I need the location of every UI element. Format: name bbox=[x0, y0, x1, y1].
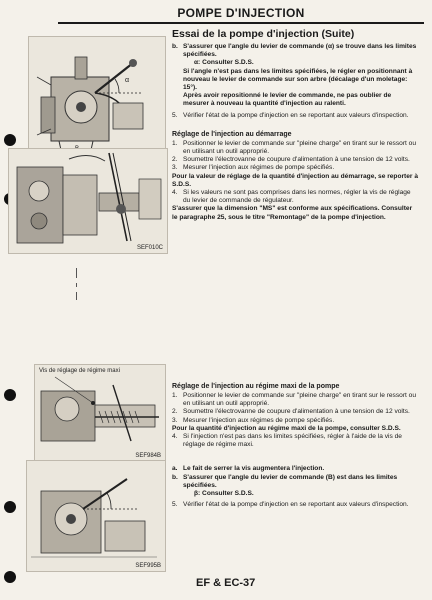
step-label: b. bbox=[172, 473, 178, 481]
step-5-lower bbox=[172, 501, 418, 509]
step-a bbox=[172, 465, 418, 473]
step-text: Positionner le levier de commande sur "pleine charge" en tirant sur le ressort ou en utilisant un outil approprié. bbox=[183, 139, 417, 156]
figure-lever-angle-beta bbox=[26, 460, 166, 572]
alpha-label: α bbox=[125, 77, 130, 84]
step-text: Le fait de serrer la vis augmentera l'injection. bbox=[183, 465, 325, 473]
max-speed-step-3 bbox=[172, 417, 418, 425]
alpha-spec: α: Consulter S.D.S. bbox=[194, 59, 254, 67]
page-number: EF & EC-37 bbox=[196, 577, 256, 589]
step-text: Si l'injection n'est pas dans les limites spécifiées, régler à l'aide de la vis de réglage de régime maxi. bbox=[183, 433, 402, 449]
step-number: 1. bbox=[172, 392, 178, 399]
max-speed-step-1 bbox=[172, 392, 418, 408]
step-text: Mesurer l'injection aux régimes de pompe spécifiés. bbox=[183, 164, 335, 172]
full-load-heading: Réglage de l'injection au démarrage bbox=[172, 130, 292, 138]
upper-text-column bbox=[172, 28, 418, 222]
step-text: Soumettre l'électrovanne de coupure d'alimentation à une tension de 12 volts. bbox=[183, 156, 410, 164]
max-speed-note: Pour la quantité d'injection au régime maxi de la pompe, consulter S.D.S. bbox=[172, 424, 401, 432]
step-text: Soumettre l'électrovanne de coupure d'alimentation à une tension de 12 volts. bbox=[183, 408, 410, 416]
step-number: 2. bbox=[172, 408, 178, 416]
lever-beta-illustration bbox=[27, 461, 165, 571]
step-label: b. bbox=[172, 43, 178, 50]
binder-hole bbox=[4, 571, 16, 583]
figure-code: SEF995B bbox=[135, 563, 161, 569]
full-load-step-4 bbox=[172, 189, 418, 205]
max-speed-step-2 bbox=[172, 408, 418, 416]
pump-test-illustration bbox=[9, 149, 167, 253]
step-b bbox=[172, 43, 418, 59]
ms-dimension-note: S'assurer que la dimension "MS" est conforme aux spécifications. Consulter le paragraphe 25, sous le titre "Remontage" de la pompe d'injection. bbox=[172, 205, 413, 221]
binder-hole bbox=[4, 389, 16, 401]
step-number: 3. bbox=[172, 416, 178, 424]
step-number: 2. bbox=[172, 156, 178, 164]
margin-tick bbox=[76, 268, 77, 278]
lower-text-column bbox=[172, 382, 418, 509]
figure-code: SEF010C bbox=[136, 245, 163, 251]
page-header: POMPE D'INJECTION bbox=[58, 6, 424, 24]
step-text: Vérifier l'état de la pompe d'injection en se reportant aux valeurs d'inspection. bbox=[183, 501, 409, 509]
step-number: 4. bbox=[172, 189, 178, 197]
figure-code: SEF984B bbox=[135, 453, 161, 459]
step-text: S'assurer que l'angle du levier de commande (B) est dans les limites spécifiées. bbox=[183, 473, 398, 489]
step-number: 3. bbox=[172, 164, 178, 172]
figure-injection-test-setup bbox=[8, 148, 168, 254]
binder-hole bbox=[4, 134, 16, 146]
step-text: Mesurer l'injection aux régimes de pompe spécifiés. bbox=[183, 416, 335, 424]
max-speed-heading: Réglage de l'injection au régime maxi de la pompe bbox=[172, 383, 340, 390]
step-5 bbox=[172, 112, 418, 120]
step-text: Si les valeurs ne sont pas comprises dans les normes, régler la vis de réglage du levier de commande de régulateur. bbox=[183, 189, 411, 205]
full-load-step-3 bbox=[172, 164, 418, 172]
step-number: 5. bbox=[172, 111, 178, 119]
step-label: a. bbox=[172, 465, 178, 473]
max-speed-step-4 bbox=[172, 433, 418, 449]
margin-tick bbox=[76, 292, 77, 300]
beta-spec: β: Consulter S.D.S. bbox=[194, 490, 254, 498]
binder-hole bbox=[4, 501, 16, 513]
step-text: Positionner le levier de commande sur "pleine charge" en tirant sur le ressort ou en utilisant un outil approprié. bbox=[183, 392, 417, 408]
margin-tick bbox=[76, 283, 77, 287]
figure-max-speed-screw bbox=[34, 364, 166, 462]
step-text: S'assurer que l'angle du levier de commande (α) se trouve dans les limites spécifiées. bbox=[183, 43, 417, 59]
full-load-note: Pour la valeur de réglage de la quantité d'injection au démarrage, se reporter à S.D.S. bbox=[172, 172, 418, 188]
step-number: 4. bbox=[172, 433, 178, 441]
step-text: Vérifier l'état de la pompe d'injection en se reportant aux valeurs d'inspection. bbox=[183, 111, 409, 119]
step-b-lower bbox=[172, 474, 418, 490]
remeasure-paragraph: Après avoir repositionné le levier de commande, ne pas oublier de mesurer à nouveau la quantité d'injection au ralenti. bbox=[183, 92, 392, 108]
step-number: 5. bbox=[172, 501, 178, 509]
adjust-paragraph: Si l'angle n'est pas dans les limites spécifiées, le régler en positionnant à nouveau le levier de commande sur son arbre (décalage d'un moletage: 15°). bbox=[183, 67, 413, 92]
figure-callout: Vis de réglage de régime maxi bbox=[39, 368, 120, 374]
section-title: Essai de la pompe d'injection (Suite) bbox=[172, 28, 355, 40]
full-load-step-1 bbox=[172, 140, 418, 156]
step-number: 1. bbox=[172, 139, 178, 147]
full-load-step-2 bbox=[172, 156, 418, 164]
max-speed-illustration bbox=[35, 365, 165, 461]
